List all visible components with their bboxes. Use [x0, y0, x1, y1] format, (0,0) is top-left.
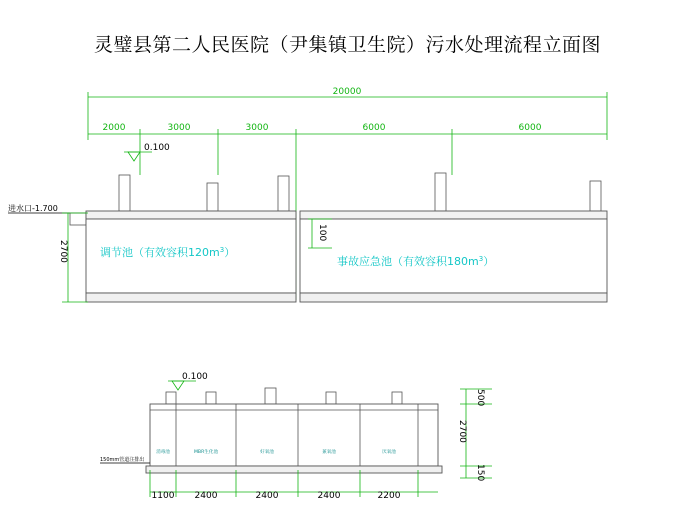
elevation-marker-upper	[124, 143, 170, 161]
pipe-note-label: 150mm管道注排出	[100, 457, 145, 463]
lower-tank-body	[146, 404, 442, 473]
right-dim-500: 500	[475, 389, 485, 407]
dim-seg-2: 3000	[167, 123, 191, 133]
lower-view	[100, 372, 492, 501]
right-dim-150: 150	[475, 464, 485, 482]
elevation-label-lower: 0.100	[182, 372, 208, 382]
riser-stacks-upper	[119, 173, 601, 211]
upper-view	[8, 87, 607, 302]
riser-stacks-lower	[166, 388, 402, 404]
bottom-dimension-chain	[150, 470, 438, 501]
dim-seg-4: 6000	[362, 123, 386, 133]
chamber-label-4: 兼氧池	[322, 450, 336, 455]
bottom-dim-1: 1100	[151, 491, 175, 501]
dim-seg-1: 2000	[102, 123, 126, 133]
height-dimension-2700	[58, 213, 88, 302]
wall-dim-label: 100	[317, 224, 327, 242]
tank-label-emergency: 事故应急池（有效容积$180m^3$）	[337, 255, 495, 268]
tank-label-adjusting: 调节池（有效容积$120m^3$）	[100, 246, 236, 259]
bottom-dim-4: 2400	[317, 491, 341, 501]
pipe-note-group	[100, 456, 150, 463]
chamber-label-1: 消毒池	[156, 450, 170, 455]
dim-seg-3: 3000	[245, 123, 269, 133]
tank-emergency-pool	[300, 211, 607, 302]
elevation-marker-lower	[168, 372, 208, 390]
chamber-label-3: 好氧池	[260, 450, 274, 455]
right-dim-2700: 2700	[457, 420, 467, 443]
inlet-label-group	[8, 203, 86, 225]
right-dimension-stack	[457, 389, 492, 481]
chamber-label-2: MBR生化池	[193, 450, 219, 455]
tank-adjusting-pool	[86, 211, 296, 302]
dim-seg-5: 6000	[518, 123, 542, 133]
elevation-label-upper: 0.100	[144, 143, 170, 153]
inlet-label: 进水口-1.700	[8, 204, 58, 213]
chamber-label-5: 厌氧池	[382, 450, 396, 455]
bottom-dim-2: 2400	[194, 491, 218, 501]
height-dim-label: 2700	[58, 240, 68, 263]
bottom-dim-3: 2400	[255, 491, 279, 501]
bottom-dim-5: 2200	[377, 491, 401, 501]
dim-overall-label: 20000	[332, 87, 362, 97]
page-title: 灵璧县第二人民医院（尹集镇卫生院）污水处理流程立面图	[93, 34, 601, 56]
